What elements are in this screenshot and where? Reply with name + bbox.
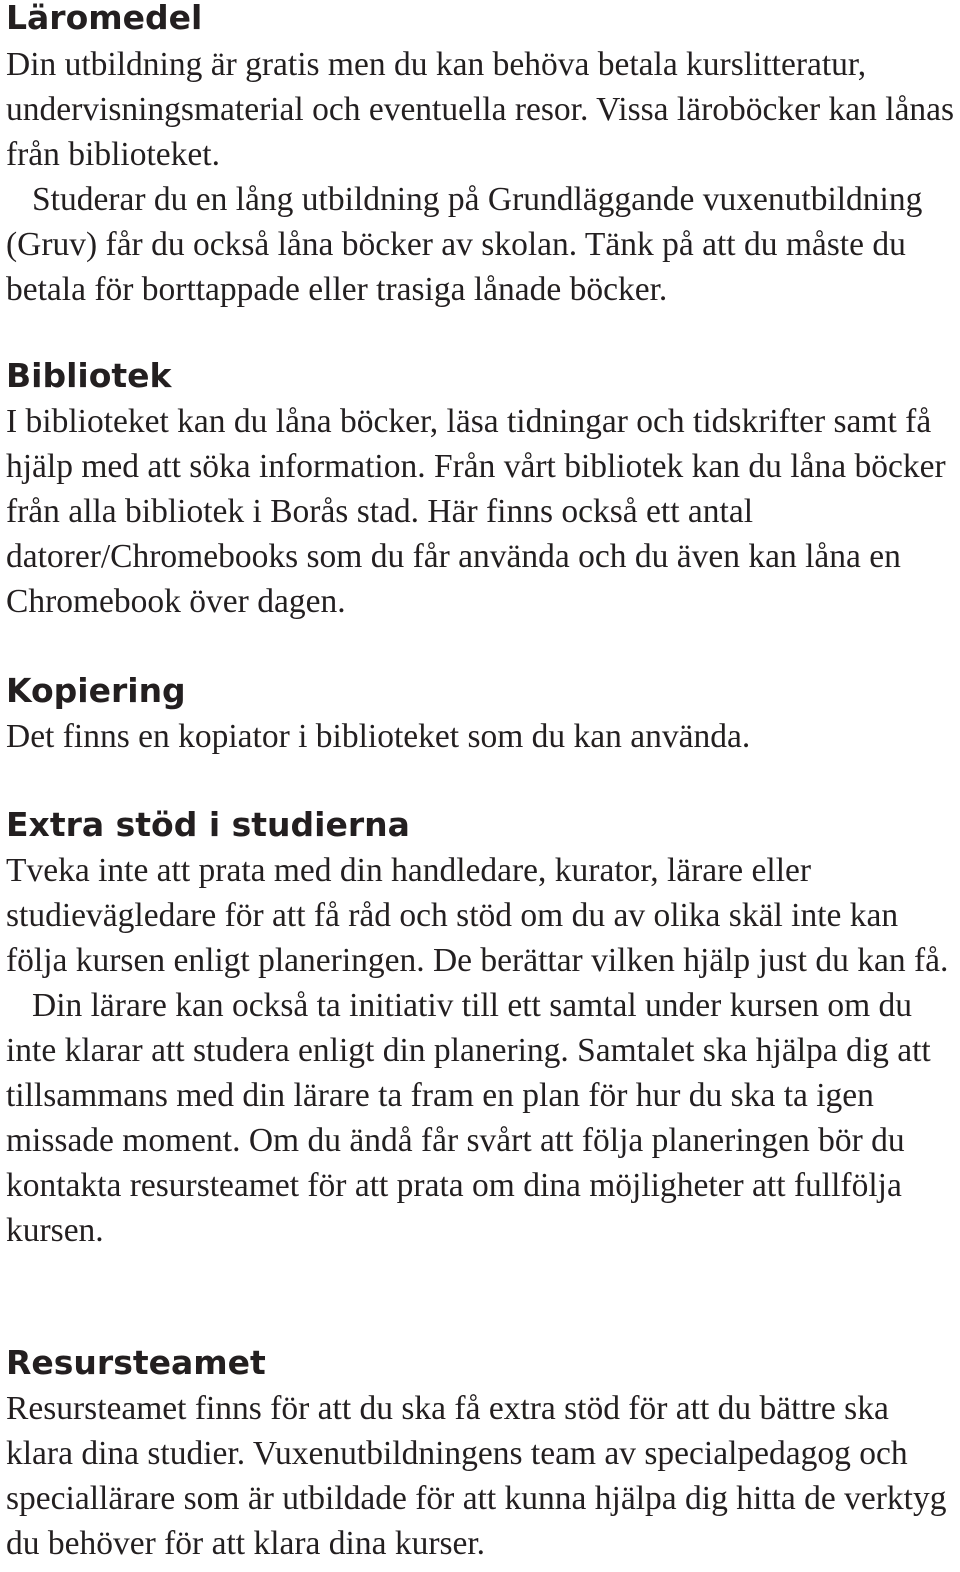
paragraph: Din utbildning är gratis men du kan behöva betala kurslitteratur, undervisningsmaterial och eventuella resor. Vissa läroböcker kan lånas från biblioteket.: [6, 46, 955, 173]
section-heading: Bibliotek: [6, 356, 172, 395]
paragraph: Resursteamet finns för att du ska få extra stöd för att du bättre ska klara dina studier. Vuxenutbildningens team av specialpedagog och speciallärare som är utbildade för att kunna hjälpa dig hitta de verktyg du behöver för att klara dina kurser.: [6, 1390, 947, 1562]
section-heading: Resursteamet: [6, 1343, 266, 1382]
section-bibliotek: [6, 358, 956, 624]
section-extra-stod: [6, 807, 956, 1253]
paragraph: I biblioteket kan du låna böcker, läsa tidningar och tidskrifter samt få hjälp med att söka information. Från vårt bibliotek kan du låna böcker från alla bibliotek i Borås stad. Här finns också ett antal datorer/Chromebooks som du får använda och du även kan låna en Chromebook över dagen.: [6, 403, 946, 620]
section-heading: Extra stöd i studierna: [6, 805, 410, 844]
section-kopiering: [6, 673, 750, 759]
section-heading: Kopiering: [6, 671, 186, 710]
section-resursteamet: [6, 1345, 956, 1566]
section-heading: Läromedel: [6, 0, 203, 37]
paragraph: Din lärare kan också ta initiativ till ett samtal under kursen om du inte klarar att studera enligt din planering. Samtalet ska hjälpa dig att tillsammans med din lärare ta fram en plan för hur du ska ta igen missade moment. Om du ändå får svårt att följa planeringen bör du kontakta resursteamet för att prata om dina möjligheter att fullfölja kursen.: [6, 987, 931, 1249]
paragraph: Det finns en kopiator i biblioteket som du kan använda.: [6, 718, 751, 755]
paragraph: Studerar du en lång utbildning på Grundläggande vuxenutbildning (Gruv) får du också låna böcker av skolan. Tänk på att du måste du betala för borttappade eller trasiga lånade böcker.: [6, 181, 923, 308]
paragraph: Tveka inte att prata med din handledare, kurator, lärare eller studievägledare för att få råd och stöd om du av olika skäl inte kan följa kursen enligt planeringen. De berättar vilken hjälp just du kan få.: [6, 852, 949, 979]
section-laromedel: [6, 0, 956, 312]
